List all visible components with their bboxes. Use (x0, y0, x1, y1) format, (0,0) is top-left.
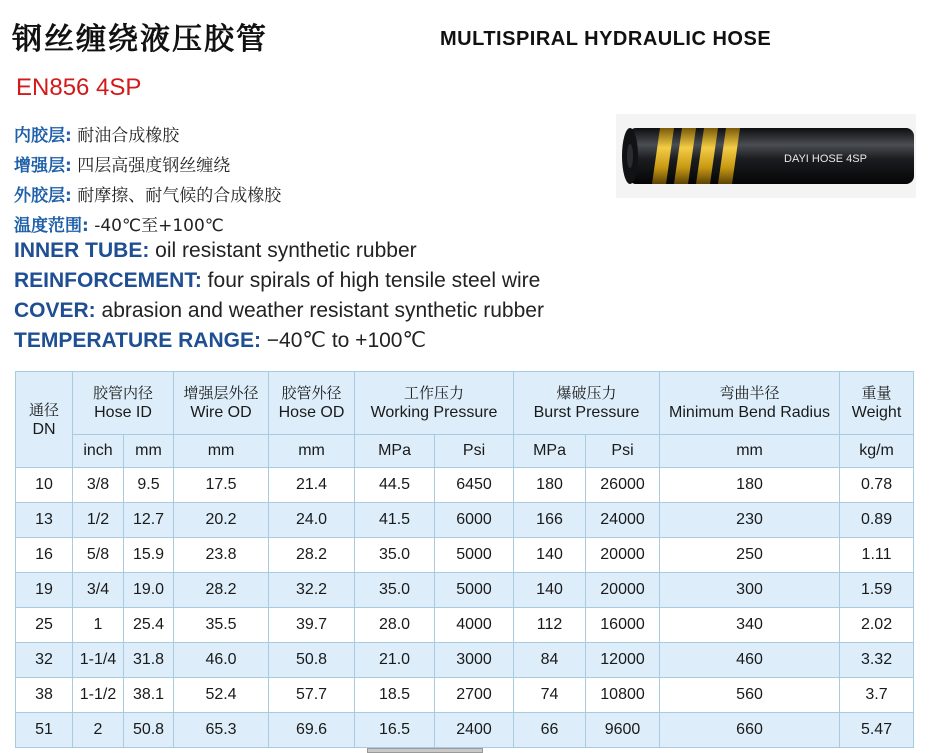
table-cell: 28.0 (355, 608, 435, 643)
table-cell: 3/4 (73, 573, 124, 608)
table-cell: 84 (514, 643, 586, 678)
table-cell: 23.8 (174, 538, 269, 573)
table-cell: 28.2 (269, 538, 355, 573)
table-cell: 340 (660, 608, 840, 643)
table-cell: 32 (16, 643, 73, 678)
unit-header-cell: MPa (355, 435, 435, 468)
table-cell: 20000 (586, 538, 660, 573)
table-cell: 250 (660, 538, 840, 573)
table-cell: 16 (16, 538, 73, 573)
table-cell: 16.5 (355, 713, 435, 748)
table-cell: 35.5 (174, 608, 269, 643)
table-cell: 112 (514, 608, 586, 643)
table-cell: 46.0 (174, 643, 269, 678)
table-cell: 6000 (435, 503, 514, 538)
header-dn: 通径 DN (16, 372, 73, 468)
table-cell: 74 (514, 678, 586, 713)
table-cell: 17.5 (174, 468, 269, 503)
unit-header-cell: mm (660, 435, 840, 468)
table-cell: 26000 (586, 468, 660, 503)
scrollbar-fragment[interactable] (367, 748, 483, 753)
table-cell: 3.32 (840, 643, 914, 678)
table-cell: 9600 (586, 713, 660, 748)
spec-label: REINFORCEMENT: (14, 269, 202, 292)
table-cell: 21.4 (269, 468, 355, 503)
table-cell: 5.47 (840, 713, 914, 748)
table-row (16, 573, 914, 608)
table-cell: 65.3 (174, 713, 269, 748)
table-cell: 180 (514, 468, 586, 503)
table-cell: 3/8 (73, 468, 124, 503)
unit-header-cell: mm (269, 435, 355, 468)
spec-label: 外胶层: (14, 186, 72, 206)
table-cell: 6450 (435, 468, 514, 503)
header-burst-pressure: 爆破压力 Burst Pressure (514, 372, 660, 435)
table-cell: 460 (660, 643, 840, 678)
table-row (16, 503, 914, 538)
table-cell: 1.59 (840, 573, 914, 608)
table-cell: 140 (514, 573, 586, 608)
header-working-pressure: 工作压力 Working Pressure (355, 372, 514, 435)
header-hose-id: 胶管内径 Hose ID (73, 372, 174, 435)
table-cell: 2700 (435, 678, 514, 713)
table-cell: 38.1 (124, 678, 174, 713)
unit-header-cell: MPa (514, 435, 586, 468)
spec-temperature-en (14, 328, 426, 353)
table-cell: 0.78 (840, 468, 914, 503)
table-cell: 10800 (586, 678, 660, 713)
spec-inner-tube-cn (14, 121, 179, 146)
table-cell: 20000 (586, 573, 660, 608)
header-bend-radius: 弯曲半径 Minimum Bend Radius (660, 372, 840, 435)
table-cell: 57.7 (269, 678, 355, 713)
spec-label: 增强层: (14, 156, 72, 176)
unit-header-cell: Psi (435, 435, 514, 468)
table-cell: 41.5 (355, 503, 435, 538)
hose-specification-table (15, 371, 914, 748)
table-cell: 19 (16, 573, 73, 608)
spec-value: 耐摩擦、耐气候的合成橡胶 (71, 186, 282, 206)
table-cell: 66 (514, 713, 586, 748)
table-cell: 5000 (435, 538, 514, 573)
table-cell: 13 (16, 503, 73, 538)
table-cell: 51 (16, 713, 73, 748)
table-cell: 10 (16, 468, 73, 503)
spec-reinforcement-en (14, 269, 540, 293)
spec-value: abrasion and weather resistant synthetic rubber (95, 299, 544, 322)
unit-header-cell: kg/m (840, 435, 914, 468)
spec-cover-cn (14, 181, 281, 206)
table-cell: 52.4 (174, 678, 269, 713)
table-cell: 300 (660, 573, 840, 608)
table-cell: 3000 (435, 643, 514, 678)
spec-label: COVER: (14, 299, 96, 322)
spec-value: oil resistant synthetic rubber (149, 239, 417, 262)
page-title-chinese: 钢丝缠绕液压胶管 (12, 22, 268, 57)
table-cell: 230 (660, 503, 840, 538)
hose-product-photo (616, 114, 916, 198)
table-cell: 31.8 (124, 643, 174, 678)
table-cell: 24.0 (269, 503, 355, 538)
unit-header-cell: mm (174, 435, 269, 468)
table-row (16, 678, 914, 713)
table-cell: 12.7 (124, 503, 174, 538)
table-cell: 19.0 (124, 573, 174, 608)
table-cell: 69.6 (269, 713, 355, 748)
spec-value: four spirals of high tensile steel wire (201, 269, 541, 292)
spec-value: −40℃ to +100℃ (260, 329, 427, 352)
table-row (16, 608, 914, 643)
table-row (16, 538, 914, 573)
table-cell: 4000 (435, 608, 514, 643)
hose-print-label: DAYI HOSE 4SP (784, 153, 867, 165)
table-cell: 2 (73, 713, 124, 748)
table-cell: 5000 (435, 573, 514, 608)
spec-label: 内胶层: (14, 126, 72, 146)
table-cell: 18.5 (355, 678, 435, 713)
table-row (16, 468, 914, 503)
spec-value: -40℃至+100℃ (88, 216, 224, 236)
table-cell: 9.5 (124, 468, 174, 503)
table-row (16, 643, 914, 678)
table-cell: 2.02 (840, 608, 914, 643)
unit-header-cell: mm (124, 435, 174, 468)
table-cell: 25 (16, 608, 73, 643)
spec-value: 耐油合成橡胶 (71, 126, 180, 146)
table-cell: 0.89 (840, 503, 914, 538)
spec-cover-en (14, 299, 544, 323)
table-cell: 140 (514, 538, 586, 573)
spec-inner-tube-en (14, 239, 417, 263)
table-cell: 15.9 (124, 538, 174, 573)
table-cell: 1.11 (840, 538, 914, 573)
table-cell: 35.0 (355, 538, 435, 573)
table-cell: 25.4 (124, 608, 174, 643)
spec-reinforcement-cn (14, 151, 230, 176)
table-cell: 166 (514, 503, 586, 538)
table-cell: 24000 (586, 503, 660, 538)
table-cell: 560 (660, 678, 840, 713)
spec-temperature-cn (14, 211, 224, 236)
table-row (16, 713, 914, 748)
spec-value: 四层高强度钢丝缠绕 (71, 156, 231, 176)
table-cell: 5/8 (73, 538, 124, 573)
header-wire-od: 增强层外径 Wire OD (174, 372, 269, 435)
table-cell: 32.2 (269, 573, 355, 608)
table-cell: 21.0 (355, 643, 435, 678)
table-cell: 3.7 (840, 678, 914, 713)
table-cell: 39.7 (269, 608, 355, 643)
table-cell: 12000 (586, 643, 660, 678)
table-cell: 50.8 (269, 643, 355, 678)
table-cell: 660 (660, 713, 840, 748)
table-cell: 2400 (435, 713, 514, 748)
table-cell: 50.8 (124, 713, 174, 748)
table-cell: 16000 (586, 608, 660, 643)
spec-label: TEMPERATURE RANGE: (14, 329, 261, 352)
header-weight: 重量 Weight (840, 372, 914, 435)
table-cell: 44.5 (355, 468, 435, 503)
table-cell: 1 (73, 608, 124, 643)
table-cell: 38 (16, 678, 73, 713)
unit-header-cell: Psi (586, 435, 660, 468)
table-cell: 1/2 (73, 503, 124, 538)
table-cell: 35.0 (355, 573, 435, 608)
table-cell: 1-1/2 (73, 678, 124, 713)
header-hose-od: 胶管外径 Hose OD (269, 372, 355, 435)
spec-label: INNER TUBE: (14, 239, 150, 262)
table-cell: 180 (660, 468, 840, 503)
table-cell: 20.2 (174, 503, 269, 538)
table-cell: 28.2 (174, 573, 269, 608)
model-code: EN856 4SP (16, 74, 142, 101)
table-cell: 1-1/4 (73, 643, 124, 678)
page-title-english: MULTISPIRAL HYDRAULIC HOSE (440, 28, 772, 50)
spec-label: 温度范围: (14, 216, 89, 236)
unit-header-cell: inch (73, 435, 124, 468)
